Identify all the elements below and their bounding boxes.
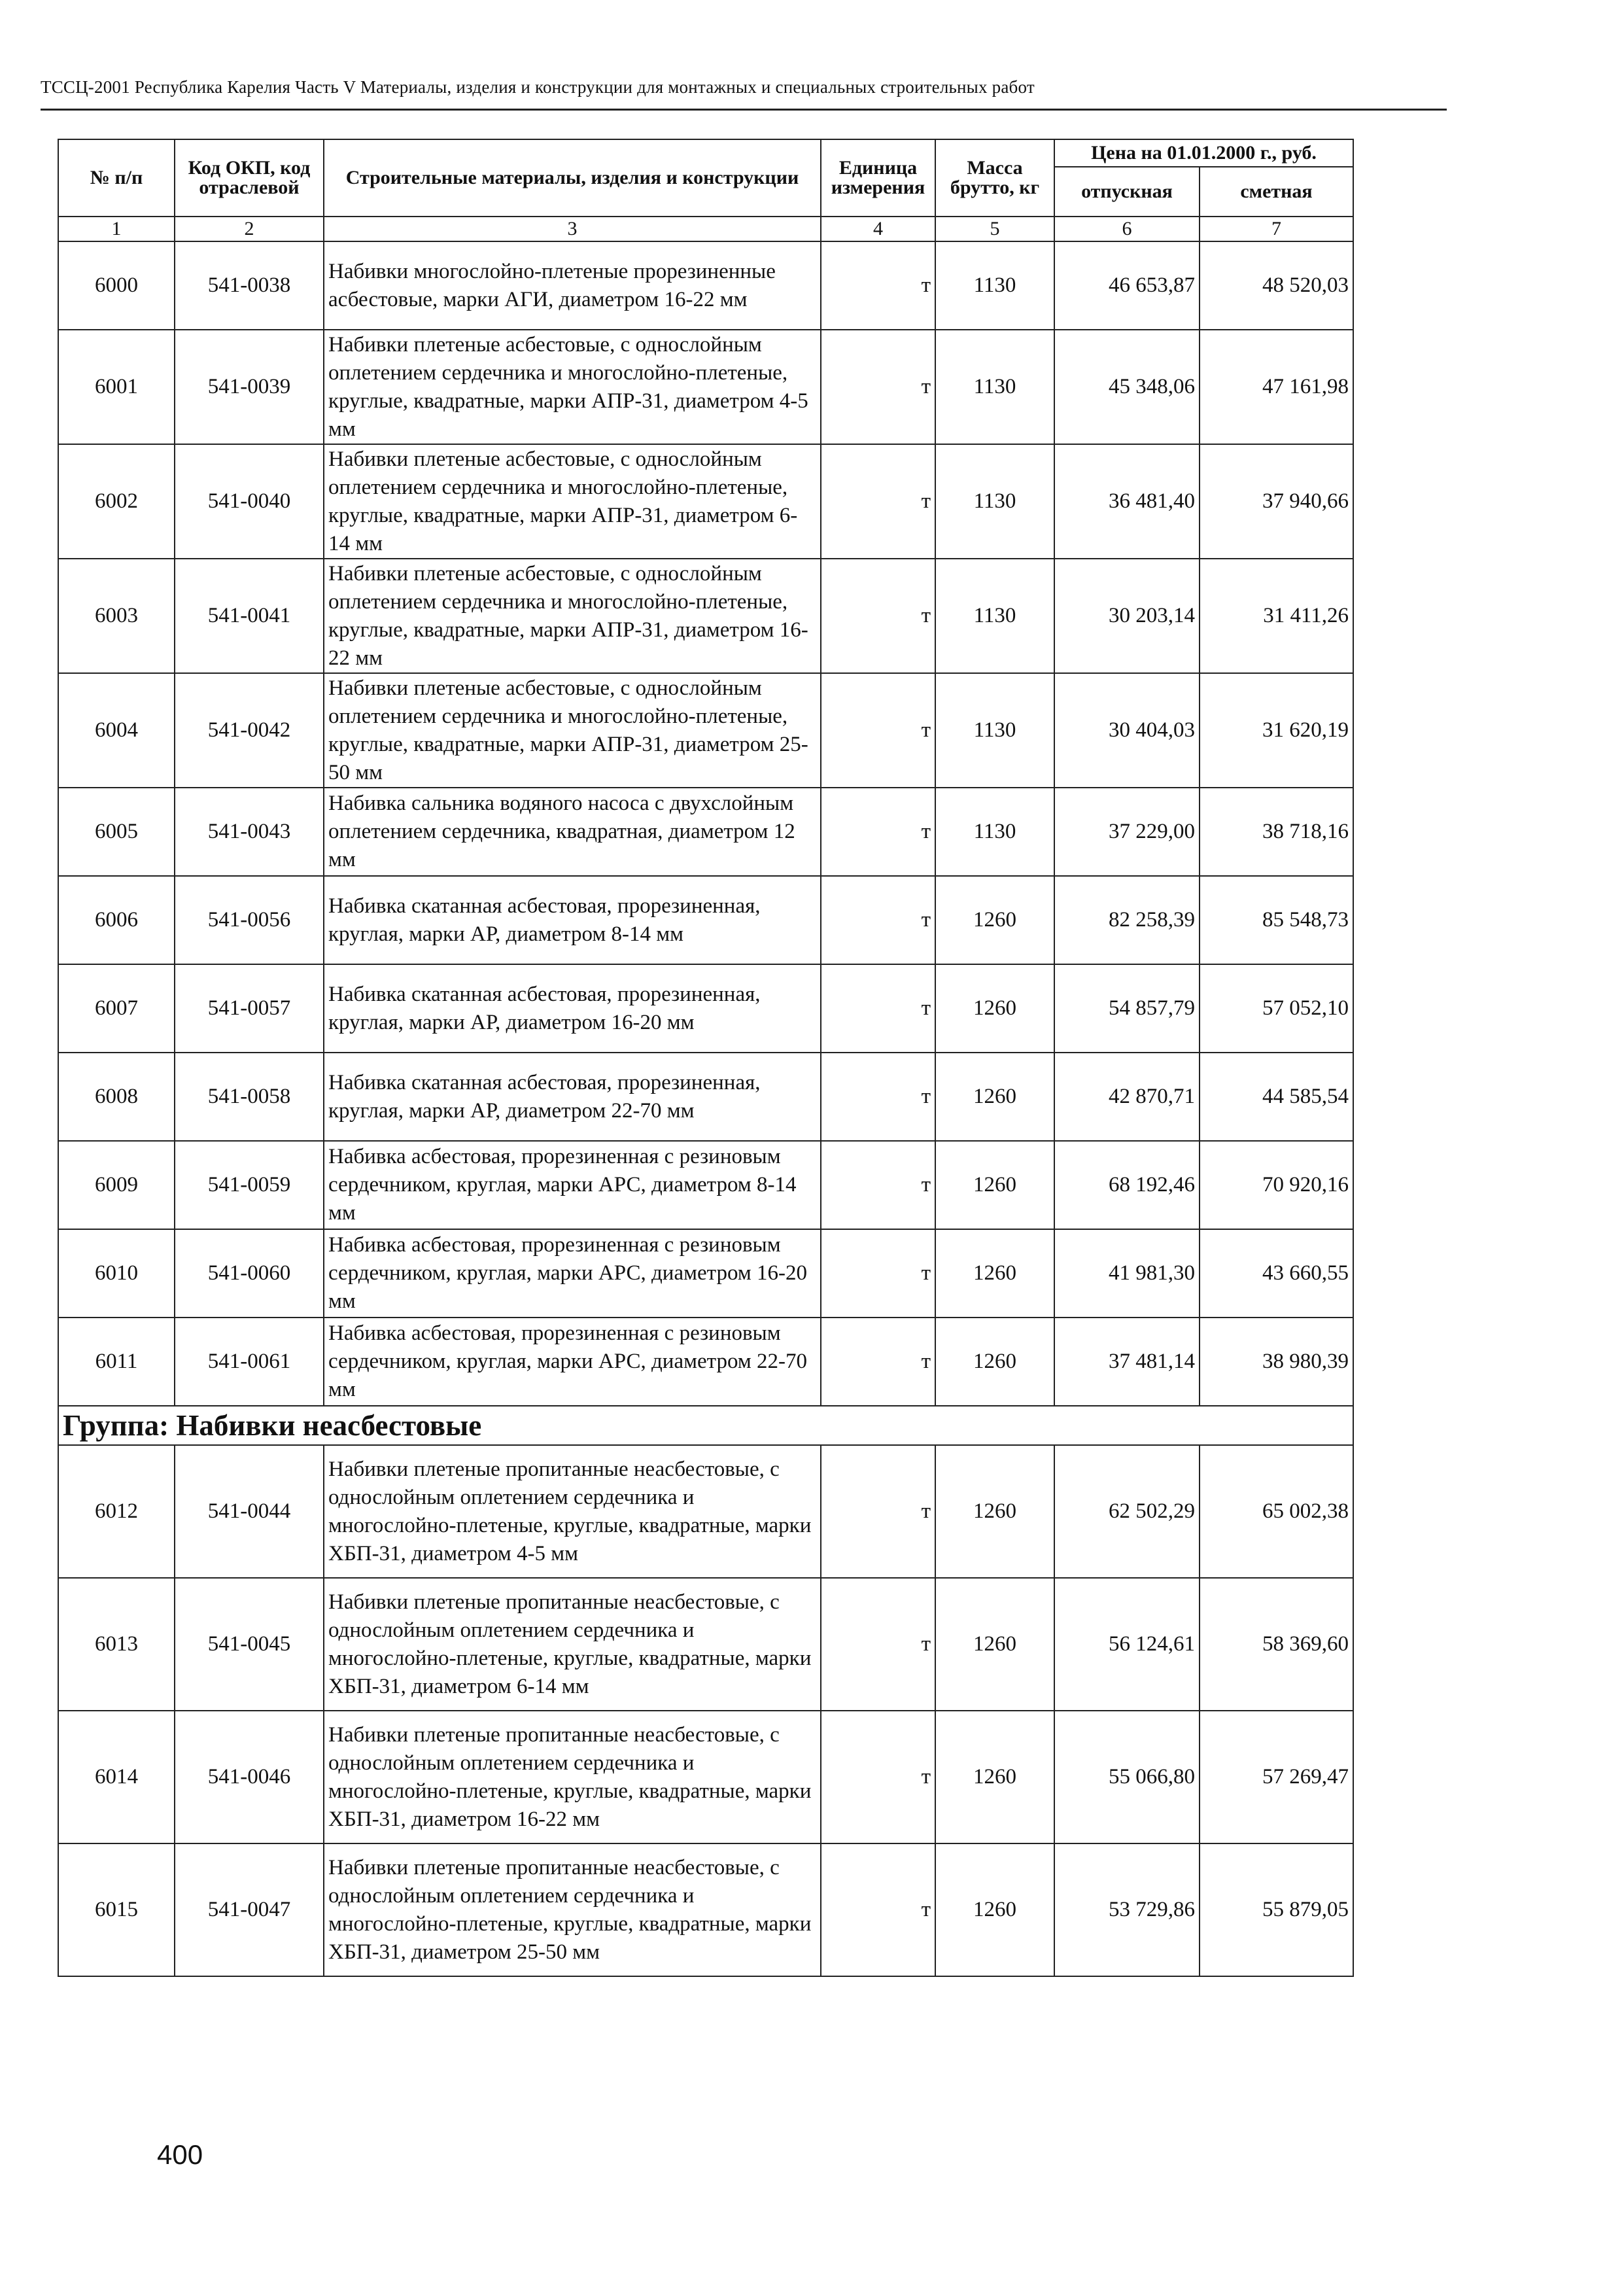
unit-of-measure: т (821, 1843, 935, 1976)
okp-code: 541-0060 (175, 1229, 324, 1318)
unit-of-measure: т (821, 330, 935, 444)
row-number: 6015 (58, 1843, 175, 1976)
col-header-mass: Масса брутто, кг (935, 139, 1054, 217)
estimate-price: 70 920,16 (1200, 1141, 1353, 1229)
table-row (58, 1445, 1353, 1578)
material-name: Набивки плетеные пропитанные неасбестовые, с однослойным оплетением сердечника и многослойно-плетеные, круглые, квадратные, марки ХБП-31, диаметром 4-5 мм (324, 1445, 821, 1578)
okp-code: 541-0042 (175, 673, 324, 788)
release-price: 62 502,29 (1054, 1445, 1200, 1578)
row-number: 6005 (58, 788, 175, 876)
table-row (58, 673, 1353, 788)
gross-mass: 1260 (935, 1445, 1054, 1578)
estimate-price: 58 369,60 (1200, 1578, 1353, 1711)
material-name: Набивки многослойно-плетеные прорезиненные асбестовые, марки АГИ, диаметром 16-22 мм (324, 241, 821, 330)
col-header-price-group: Цена на 01.01.2000 г., руб. (1054, 139, 1353, 167)
row-number: 6006 (58, 876, 175, 964)
row-number: 6011 (58, 1318, 175, 1406)
release-price: 30 404,03 (1054, 673, 1200, 788)
material-name: Набивки плетеные асбестовые, с однослойным оплетением сердечника и многослойно-плетеные, круглые, квадратные, марки АПР-31, диаметром 6-14 мм (324, 444, 821, 559)
release-price: 37 229,00 (1054, 788, 1200, 876)
estimate-price: 43 660,55 (1200, 1229, 1353, 1318)
material-name: Набивки плетеные асбестовые, с однослойным оплетением сердечника и многослойно-плетеные, круглые, квадратные, марки АПР-31, диаметром 4-5 мм (324, 330, 821, 444)
release-price: 46 653,87 (1054, 241, 1200, 330)
column-number: 3 (324, 217, 821, 241)
material-name: Набивка сальника водяного насоса с двухслойным оплетением сердечника, квадратная, диаметром 12 мм (324, 788, 821, 876)
gross-mass: 1260 (935, 1711, 1054, 1843)
material-name: Набивки плетеные пропитанные неасбестовые, с однослойным оплетением сердечника и многослойно-плетеные, круглые, квадратные, марки ХБП-31, диаметром 25-50 мм (324, 1843, 821, 1976)
row-number: 6002 (58, 444, 175, 559)
row-number: 6003 (58, 559, 175, 673)
column-number: 5 (935, 217, 1054, 241)
release-price: 54 857,79 (1054, 964, 1200, 1053)
gross-mass: 1130 (935, 559, 1054, 673)
okp-code: 541-0059 (175, 1141, 324, 1229)
table-row (58, 876, 1353, 964)
material-name: Набивка асбестовая, прорезиненная с резиновым сердечником, круглая, марки АРС, диаметром 8-14 мм (324, 1141, 821, 1229)
row-number: 6007 (58, 964, 175, 1053)
okp-code: 541-0044 (175, 1445, 324, 1578)
gross-mass: 1130 (935, 673, 1054, 788)
price-table (58, 139, 1354, 1977)
estimate-price: 44 585,54 (1200, 1053, 1353, 1141)
row-number: 6001 (58, 330, 175, 444)
row-number: 6010 (58, 1229, 175, 1318)
unit-of-measure: т (821, 876, 935, 964)
column-number: 6 (1054, 217, 1200, 241)
row-number: 6004 (58, 673, 175, 788)
estimate-price: 55 879,05 (1200, 1843, 1353, 1976)
okp-code: 541-0058 (175, 1053, 324, 1141)
row-number: 6012 (58, 1445, 175, 1578)
material-name: Набивки плетеные пропитанные неасбестовые, с однослойным оплетением сердечника и многослойно-плетеные, круглые, квадратные, марки ХБП-31, диаметром 6-14 мм (324, 1578, 821, 1711)
estimate-price: 65 002,38 (1200, 1445, 1353, 1578)
unit-of-measure: т (821, 1229, 935, 1318)
okp-code: 541-0045 (175, 1578, 324, 1711)
release-price: 37 481,14 (1054, 1318, 1200, 1406)
okp-code: 541-0057 (175, 964, 324, 1053)
unit-of-measure: т (821, 964, 935, 1053)
gross-mass: 1260 (935, 1318, 1054, 1406)
unit-of-measure: т (821, 673, 935, 788)
okp-code: 541-0061 (175, 1318, 324, 1406)
gross-mass: 1130 (935, 330, 1054, 444)
row-number: 6008 (58, 1053, 175, 1141)
col-header-unit: Единица измерения (821, 139, 935, 217)
unit-of-measure: т (821, 1445, 935, 1578)
release-price: 30 203,14 (1054, 559, 1200, 673)
column-number-row (58, 217, 1353, 241)
material-name: Набивка скатанная асбестовая, прорезиненная, круглая, марки АР, диаметром 8-14 мм (324, 876, 821, 964)
group-header-row (58, 1406, 1353, 1445)
okp-code: 541-0047 (175, 1843, 324, 1976)
col-header-code: Код ОКП, код отраслевой (175, 139, 324, 217)
table-body-asbestos (58, 241, 1353, 1406)
row-number: 6009 (58, 1141, 175, 1229)
group-section (58, 1406, 1353, 1445)
group-title: Группа: Набивки неасбестовые (58, 1406, 1353, 1445)
material-name: Набивки плетеные асбестовые, с однослойным оплетением сердечника и многослойно-плетеные, круглые, квадратные, марки АПР-31, диаметром 25-50 мм (324, 673, 821, 788)
gross-mass: 1130 (935, 788, 1054, 876)
table-row (58, 241, 1353, 330)
gross-mass: 1260 (935, 1843, 1054, 1976)
table-row (58, 1318, 1353, 1406)
release-price: 36 481,40 (1054, 444, 1200, 559)
unit-of-measure: т (821, 1711, 935, 1843)
release-price: 56 124,61 (1054, 1578, 1200, 1711)
material-name: Набивка асбестовая, прорезиненная с резиновым сердечником, круглая, марки АРС, диаметром 16-20 мм (324, 1229, 821, 1318)
table-row (58, 1711, 1353, 1843)
gross-mass: 1260 (935, 964, 1054, 1053)
release-price: 68 192,46 (1054, 1141, 1200, 1229)
okp-code: 541-0038 (175, 241, 324, 330)
table-row (58, 1229, 1353, 1318)
gross-mass: 1260 (935, 876, 1054, 964)
estimate-price: 57 269,47 (1200, 1711, 1353, 1843)
okp-code: 541-0039 (175, 330, 324, 444)
gross-mass: 1130 (935, 241, 1054, 330)
estimate-price: 57 052,10 (1200, 964, 1353, 1053)
table-row (58, 1578, 1353, 1711)
estimate-price: 37 940,66 (1200, 444, 1353, 559)
okp-code: 541-0041 (175, 559, 324, 673)
table-body-non-asbestos (58, 1445, 1353, 1976)
unit-of-measure: т (821, 444, 935, 559)
unit-of-measure: т (821, 1053, 935, 1141)
table-row (58, 1141, 1353, 1229)
unit-of-measure: т (821, 1318, 935, 1406)
row-number: 6000 (58, 241, 175, 330)
header-rule (41, 109, 1447, 111)
okp-code: 541-0056 (175, 876, 324, 964)
estimate-price: 48 520,03 (1200, 241, 1353, 330)
col-header-no: № п/п (58, 139, 175, 217)
unit-of-measure: т (821, 241, 935, 330)
estimate-price: 31 620,19 (1200, 673, 1353, 788)
gross-mass: 1260 (935, 1578, 1054, 1711)
gross-mass: 1260 (935, 1053, 1054, 1141)
col-header-price-estimate: сметная (1200, 167, 1353, 217)
material-name: Набивки плетеные пропитанные неасбестовые, с однослойным оплетением сердечника и многослойно-плетеные, круглые, квадратные, марки ХБП-31, диаметром 16-22 мм (324, 1711, 821, 1843)
okp-code: 541-0046 (175, 1711, 324, 1843)
table-row (58, 1053, 1353, 1141)
release-price: 82 258,39 (1054, 876, 1200, 964)
material-name: Набивка асбестовая, прорезиненная с резиновым сердечником, круглая, марки АРС, диаметром 22-70 мм (324, 1318, 821, 1406)
estimate-price: 47 161,98 (1200, 330, 1353, 444)
unit-of-measure: т (821, 559, 935, 673)
release-price: 42 870,71 (1054, 1053, 1200, 1141)
material-name: Набивка скатанная асбестовая, прорезиненная, круглая, марки АР, диаметром 16-20 мм (324, 964, 821, 1053)
row-number: 6013 (58, 1578, 175, 1711)
table-row (58, 788, 1353, 876)
column-number: 4 (821, 217, 935, 241)
table-row (58, 964, 1353, 1053)
estimate-price: 38 980,39 (1200, 1318, 1353, 1406)
unit-of-measure: т (821, 788, 935, 876)
estimate-price: 31 411,26 (1200, 559, 1353, 673)
col-header-name: Строительные материалы, изделия и конструкции (324, 139, 821, 217)
table-row (58, 330, 1353, 444)
col-header-price-release: отпускная (1054, 167, 1200, 217)
estimate-price: 85 548,73 (1200, 876, 1353, 964)
column-number: 7 (1200, 217, 1353, 241)
release-price: 53 729,86 (1054, 1843, 1200, 1976)
row-number: 6014 (58, 1711, 175, 1843)
gross-mass: 1260 (935, 1141, 1054, 1229)
material-name: Набивка скатанная асбестовая, прорезиненная, круглая, марки АР, диаметром 22-70 мм (324, 1053, 821, 1141)
release-price: 41 981,30 (1054, 1229, 1200, 1318)
column-number: 2 (175, 217, 324, 241)
page-number: 400 (157, 2139, 203, 2170)
material-name: Набивки плетеные асбестовые, с однослойным оплетением сердечника и многослойно-плетеные, круглые, квадратные, марки АПР-31, диаметром 16-22 мм (324, 559, 821, 673)
release-price: 55 066,80 (1054, 1711, 1200, 1843)
estimate-price: 38 718,16 (1200, 788, 1353, 876)
unit-of-measure: т (821, 1578, 935, 1711)
okp-code: 541-0043 (175, 788, 324, 876)
table-head (58, 139, 1353, 241)
table-row (58, 444, 1353, 559)
release-price: 45 348,06 (1054, 330, 1200, 444)
gross-mass: 1130 (935, 444, 1054, 559)
okp-code: 541-0040 (175, 444, 324, 559)
table-row (58, 559, 1353, 673)
page-header: ТССЦ-2001 Республика Карелия Часть V Материалы, изделия и конструкции для монтажных и специальных строительных работ (41, 77, 1035, 97)
gross-mass: 1260 (935, 1229, 1054, 1318)
unit-of-measure: т (821, 1141, 935, 1229)
column-number: 1 (58, 217, 175, 241)
table-row (58, 1843, 1353, 1976)
